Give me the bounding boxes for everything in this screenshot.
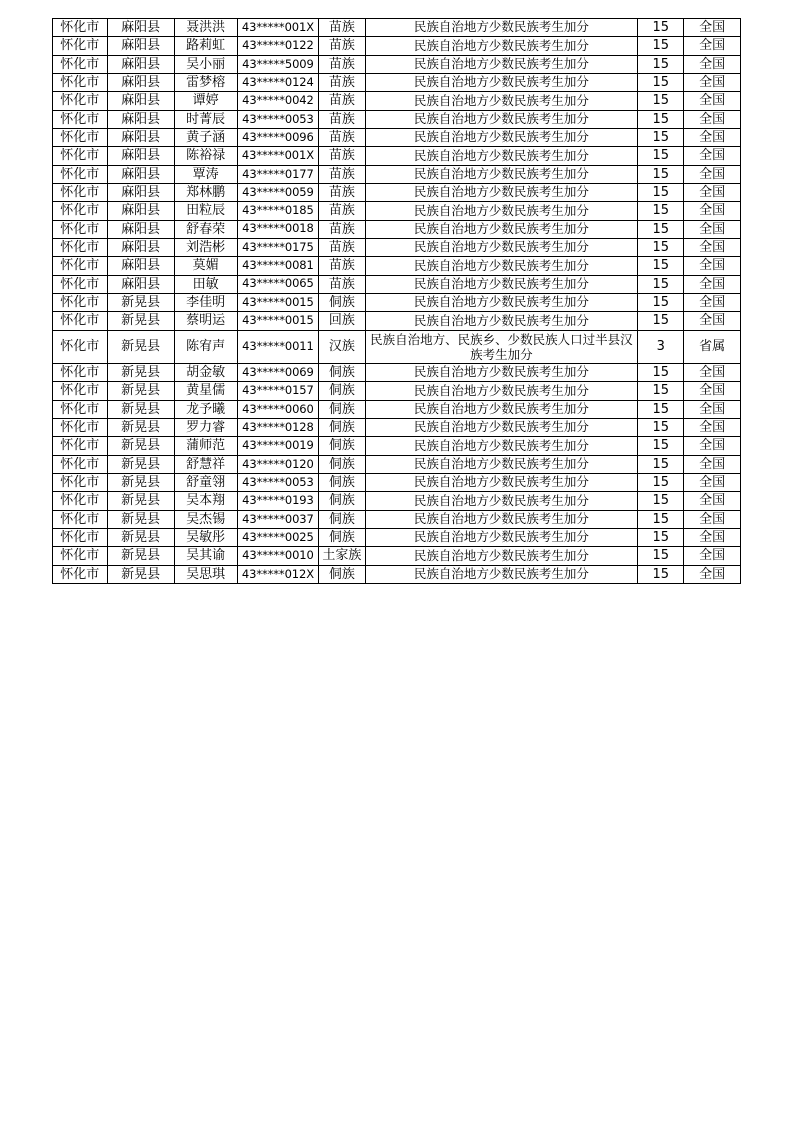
cell-scope: 全国: [684, 183, 741, 201]
cell-county: 新晃县: [107, 330, 174, 364]
table-row: [53, 510, 741, 528]
cell-name: 李佳明: [174, 293, 237, 311]
cell-county: 麻阳县: [107, 238, 174, 256]
cell-ethnic: 侗族: [319, 529, 365, 547]
cell-scope: 全国: [684, 382, 741, 400]
cell-name: 聂洪洪: [174, 19, 237, 37]
cell-county: 新晃县: [107, 293, 174, 311]
cell-ethnic: 苗族: [319, 238, 365, 256]
cell-city: 怀化市: [53, 202, 108, 220]
cell-name: 陈宥声: [174, 330, 237, 364]
table-row: [53, 312, 741, 330]
cell-county: 麻阳县: [107, 92, 174, 110]
cell-id: 43*****0177: [237, 165, 319, 183]
cell-reason: 民族自治地方少数民族考生加分: [365, 419, 638, 437]
cell-county: 麻阳县: [107, 202, 174, 220]
cell-reason: 民族自治地方少数民族考生加分: [365, 238, 638, 256]
cell-id: 43*****0124: [237, 73, 319, 91]
cell-scope: 全国: [684, 437, 741, 455]
cell-county: 新晃县: [107, 455, 174, 473]
cell-scope: 全国: [684, 202, 741, 220]
cell-scope: 全国: [684, 37, 741, 55]
table-row: [53, 165, 741, 183]
table-row: [53, 437, 741, 455]
cell-name: 田粒辰: [174, 202, 237, 220]
cell-ethnic: 苗族: [319, 128, 365, 146]
cell-name: 舒慧祥: [174, 455, 237, 473]
cell-scope: 全国: [684, 474, 741, 492]
cell-id: 43*****0010: [237, 547, 319, 565]
cell-id: 43*****0042: [237, 92, 319, 110]
cell-county: 麻阳县: [107, 110, 174, 128]
cell-county: 新晃县: [107, 529, 174, 547]
cell-county: 新晃县: [107, 364, 174, 382]
cell-ethnic: 苗族: [319, 165, 365, 183]
cell-ethnic: 苗族: [319, 92, 365, 110]
cell-reason: 民族自治地方少数民族考生加分: [365, 510, 638, 528]
cell-name: 吴其谕: [174, 547, 237, 565]
table-row: [53, 400, 741, 418]
cell-name: 黄星儒: [174, 382, 237, 400]
table-row: [53, 257, 741, 275]
cell-city: 怀化市: [53, 73, 108, 91]
cell-name: 刘浩彬: [174, 238, 237, 256]
cell-score: 15: [638, 400, 684, 418]
cell-name: 吴本翔: [174, 492, 237, 510]
cell-name: 舒童翎: [174, 474, 237, 492]
cell-id: 43*****0019: [237, 437, 319, 455]
table-row: [53, 364, 741, 382]
cell-id: 43*****0059: [237, 183, 319, 201]
cell-score: 15: [638, 474, 684, 492]
table-row: [53, 55, 741, 73]
cell-scope: 全国: [684, 128, 741, 146]
cell-id: 43*****0120: [237, 455, 319, 473]
cell-reason: 民族自治地方少数民族考生加分: [365, 55, 638, 73]
cell-ethnic: 汉族: [319, 330, 365, 364]
table-row: [53, 220, 741, 238]
cell-county: 新晃县: [107, 382, 174, 400]
cell-id: 43*****0175: [237, 238, 319, 256]
cell-id: 43*****001X: [237, 147, 319, 165]
cell-county: 新晃县: [107, 419, 174, 437]
cell-reason: 民族自治地方少数民族考生加分: [365, 110, 638, 128]
cell-reason: 民族自治地方少数民族考生加分: [365, 73, 638, 91]
cell-city: 怀化市: [53, 238, 108, 256]
cell-city: 怀化市: [53, 128, 108, 146]
cell-scope: 全国: [684, 19, 741, 37]
cell-city: 怀化市: [53, 37, 108, 55]
cell-score: 15: [638, 202, 684, 220]
cell-id: 43*****0185: [237, 202, 319, 220]
cell-county: 麻阳县: [107, 165, 174, 183]
cell-scope: 全国: [684, 364, 741, 382]
cell-ethnic: 苗族: [319, 110, 365, 128]
cell-scope: 省属: [684, 330, 741, 364]
cell-score: 15: [638, 547, 684, 565]
table-row: [53, 474, 741, 492]
cell-ethnic: 侗族: [319, 419, 365, 437]
cell-scope: 全国: [684, 565, 741, 583]
cell-id: 43*****0096: [237, 128, 319, 146]
cell-score: 15: [638, 293, 684, 311]
cell-scope: 全国: [684, 510, 741, 528]
cell-ethnic: 侗族: [319, 293, 365, 311]
table-row: [53, 37, 741, 55]
cell-ethnic: 侗族: [319, 492, 365, 510]
cell-scope: 全国: [684, 293, 741, 311]
cell-name: 吴思琪: [174, 565, 237, 583]
cell-score: 3: [638, 330, 684, 364]
cell-name: 谭婷: [174, 92, 237, 110]
table-row: [53, 565, 741, 583]
cell-county: 麻阳县: [107, 257, 174, 275]
cell-scope: 全国: [684, 492, 741, 510]
cell-city: 怀化市: [53, 293, 108, 311]
table-row: [53, 529, 741, 547]
cell-reason: 民族自治地方少数民族考生加分: [365, 400, 638, 418]
cell-id: 43*****0065: [237, 275, 319, 293]
cell-score: 15: [638, 147, 684, 165]
cell-name: 胡金敏: [174, 364, 237, 382]
cell-ethnic: 侗族: [319, 400, 365, 418]
cell-ethnic: 苗族: [319, 37, 365, 55]
cell-city: 怀化市: [53, 455, 108, 473]
cell-county: 新晃县: [107, 312, 174, 330]
cell-county: 新晃县: [107, 437, 174, 455]
cell-scope: 全国: [684, 220, 741, 238]
cell-reason: 民族自治地方少数民族考生加分: [365, 202, 638, 220]
cell-county: 新晃县: [107, 547, 174, 565]
cell-id: 43*****0015: [237, 293, 319, 311]
table-body: [53, 19, 741, 584]
cell-score: 15: [638, 364, 684, 382]
cell-ethnic: 苗族: [319, 183, 365, 201]
cell-reason: 民族自治地方少数民族考生加分: [365, 455, 638, 473]
cell-id: 43*****0193: [237, 492, 319, 510]
cell-county: 新晃县: [107, 400, 174, 418]
cell-id: 43*****001X: [237, 19, 319, 37]
cell-score: 15: [638, 257, 684, 275]
cell-city: 怀化市: [53, 419, 108, 437]
cell-score: 15: [638, 312, 684, 330]
cell-score: 15: [638, 382, 684, 400]
cell-id: 43*****0069: [237, 364, 319, 382]
cell-reason: 民族自治地方少数民族考生加分: [365, 474, 638, 492]
table-row: [53, 275, 741, 293]
cell-reason: 民族自治地方少数民族考生加分: [365, 19, 638, 37]
cell-scope: 全国: [684, 547, 741, 565]
cell-ethnic: 侗族: [319, 437, 365, 455]
cell-city: 怀化市: [53, 312, 108, 330]
cell-id: 43*****0015: [237, 312, 319, 330]
cell-city: 怀化市: [53, 165, 108, 183]
cell-score: 15: [638, 529, 684, 547]
table-row: [53, 419, 741, 437]
cell-name: 吴小丽: [174, 55, 237, 73]
cell-reason: 民族自治地方少数民族考生加分: [365, 257, 638, 275]
cell-county: 麻阳县: [107, 19, 174, 37]
cell-name: 田敏: [174, 275, 237, 293]
table-row: [53, 547, 741, 565]
cell-ethnic: 苗族: [319, 19, 365, 37]
cell-county: 麻阳县: [107, 147, 174, 165]
cell-score: 15: [638, 110, 684, 128]
cell-ethnic: 回族: [319, 312, 365, 330]
cell-county: 新晃县: [107, 474, 174, 492]
cell-reason: 民族自治地方少数民族考生加分: [365, 437, 638, 455]
cell-name: 覃涛: [174, 165, 237, 183]
cell-score: 15: [638, 437, 684, 455]
cell-score: 15: [638, 19, 684, 37]
cell-city: 怀化市: [53, 400, 108, 418]
table-row: [53, 110, 741, 128]
cell-city: 怀化市: [53, 529, 108, 547]
cell-scope: 全国: [684, 419, 741, 437]
table-row: [53, 330, 741, 364]
cell-score: 15: [638, 55, 684, 73]
table-row: [53, 128, 741, 146]
cell-ethnic: 侗族: [319, 565, 365, 583]
cell-reason: 民族自治地方少数民族考生加分: [365, 220, 638, 238]
cell-ethnic: 苗族: [319, 147, 365, 165]
cell-reason: 民族自治地方少数民族考生加分: [365, 312, 638, 330]
table-row: [53, 293, 741, 311]
cell-ethnic: 侗族: [319, 364, 365, 382]
cell-name: 郑林鹏: [174, 183, 237, 201]
cell-city: 怀化市: [53, 510, 108, 528]
cell-name: 蔡明运: [174, 312, 237, 330]
cell-reason: 民族自治地方少数民族考生加分: [365, 565, 638, 583]
cell-reason: 民族自治地方少数民族考生加分: [365, 492, 638, 510]
cell-score: 15: [638, 565, 684, 583]
cell-scope: 全国: [684, 238, 741, 256]
cell-city: 怀化市: [53, 92, 108, 110]
cell-city: 怀化市: [53, 110, 108, 128]
cell-score: 15: [638, 275, 684, 293]
cell-ethnic: 侗族: [319, 382, 365, 400]
cell-reason: 民族自治地方、民族乡、少数民族人口过半县汉族考生加分: [365, 330, 638, 364]
cell-reason: 民族自治地方少数民族考生加分: [365, 92, 638, 110]
table-row: [53, 19, 741, 37]
cell-ethnic: 侗族: [319, 455, 365, 473]
cell-name: 舒春荣: [174, 220, 237, 238]
table-row: [53, 455, 741, 473]
bonus-points-table: [52, 18, 741, 584]
cell-scope: 全国: [684, 92, 741, 110]
cell-scope: 全国: [684, 257, 741, 275]
cell-ethnic: 苗族: [319, 202, 365, 220]
cell-score: 15: [638, 220, 684, 238]
cell-county: 麻阳县: [107, 55, 174, 73]
cell-name: 吴敏彤: [174, 529, 237, 547]
cell-ethnic: 苗族: [319, 257, 365, 275]
cell-id: 43*****0053: [237, 474, 319, 492]
cell-city: 怀化市: [53, 565, 108, 583]
cell-id: 43*****0122: [237, 37, 319, 55]
cell-name: 陈裕禄: [174, 147, 237, 165]
cell-city: 怀化市: [53, 437, 108, 455]
cell-county: 麻阳县: [107, 73, 174, 91]
cell-reason: 民族自治地方少数民族考生加分: [365, 183, 638, 201]
cell-name: 莫媚: [174, 257, 237, 275]
cell-ethnic: 侗族: [319, 510, 365, 528]
cell-name: 蒲师范: [174, 437, 237, 455]
cell-city: 怀化市: [53, 330, 108, 364]
table-row: [53, 92, 741, 110]
cell-county: 新晃县: [107, 565, 174, 583]
cell-scope: 全国: [684, 165, 741, 183]
cell-reason: 民族自治地方少数民族考生加分: [365, 37, 638, 55]
cell-city: 怀化市: [53, 492, 108, 510]
cell-scope: 全国: [684, 55, 741, 73]
cell-reason: 民族自治地方少数民族考生加分: [365, 529, 638, 547]
cell-scope: 全国: [684, 529, 741, 547]
cell-city: 怀化市: [53, 147, 108, 165]
cell-county: 麻阳县: [107, 128, 174, 146]
cell-scope: 全国: [684, 312, 741, 330]
cell-scope: 全国: [684, 455, 741, 473]
cell-county: 麻阳县: [107, 275, 174, 293]
cell-score: 15: [638, 510, 684, 528]
cell-scope: 全国: [684, 73, 741, 91]
cell-score: 15: [638, 238, 684, 256]
cell-ethnic: 土家族: [319, 547, 365, 565]
cell-reason: 民族自治地方少数民族考生加分: [365, 382, 638, 400]
cell-city: 怀化市: [53, 19, 108, 37]
cell-ethnic: 苗族: [319, 73, 365, 91]
table-row: [53, 183, 741, 201]
table-row: [53, 492, 741, 510]
cell-reason: 民族自治地方少数民族考生加分: [365, 147, 638, 165]
cell-score: 15: [638, 183, 684, 201]
cell-county: 新晃县: [107, 492, 174, 510]
cell-score: 15: [638, 419, 684, 437]
cell-name: 时菁辰: [174, 110, 237, 128]
cell-id: 43*****0128: [237, 419, 319, 437]
cell-ethnic: 苗族: [319, 275, 365, 293]
cell-city: 怀化市: [53, 474, 108, 492]
cell-score: 15: [638, 73, 684, 91]
cell-city: 怀化市: [53, 275, 108, 293]
cell-id: 43*****0025: [237, 529, 319, 547]
cell-id: 43*****0018: [237, 220, 319, 238]
cell-county: 麻阳县: [107, 183, 174, 201]
cell-scope: 全国: [684, 147, 741, 165]
cell-id: 43*****0037: [237, 510, 319, 528]
cell-score: 15: [638, 92, 684, 110]
cell-score: 15: [638, 455, 684, 473]
cell-score: 15: [638, 492, 684, 510]
cell-reason: 民族自治地方少数民族考生加分: [365, 293, 638, 311]
cell-id: 43*****012X: [237, 565, 319, 583]
cell-city: 怀化市: [53, 257, 108, 275]
cell-reason: 民族自治地方少数民族考生加分: [365, 364, 638, 382]
cell-reason: 民族自治地方少数民族考生加分: [365, 275, 638, 293]
cell-city: 怀化市: [53, 382, 108, 400]
table-row: [53, 382, 741, 400]
cell-city: 怀化市: [53, 55, 108, 73]
cell-id: 43*****0060: [237, 400, 319, 418]
cell-city: 怀化市: [53, 547, 108, 565]
cell-reason: 民族自治地方少数民族考生加分: [365, 547, 638, 565]
cell-score: 15: [638, 128, 684, 146]
cell-city: 怀化市: [53, 220, 108, 238]
cell-city: 怀化市: [53, 364, 108, 382]
cell-city: 怀化市: [53, 183, 108, 201]
cell-scope: 全国: [684, 275, 741, 293]
cell-id: 43*****0053: [237, 110, 319, 128]
cell-ethnic: 苗族: [319, 220, 365, 238]
cell-name: 罗力睿: [174, 419, 237, 437]
cell-ethnic: 苗族: [319, 55, 365, 73]
table-row: [53, 238, 741, 256]
cell-name: 龙予曦: [174, 400, 237, 418]
cell-id: 43*****0081: [237, 257, 319, 275]
cell-score: 15: [638, 165, 684, 183]
table-row: [53, 73, 741, 91]
cell-reason: 民族自治地方少数民族考生加分: [365, 128, 638, 146]
table-row: [53, 147, 741, 165]
cell-id: 43*****0157: [237, 382, 319, 400]
cell-county: 新晃县: [107, 510, 174, 528]
cell-name: 吴杰锡: [174, 510, 237, 528]
cell-reason: 民族自治地方少数民族考生加分: [365, 165, 638, 183]
cell-name: 雷梦榕: [174, 73, 237, 91]
table-row: [53, 202, 741, 220]
cell-id: 43*****0011: [237, 330, 319, 364]
cell-scope: 全国: [684, 400, 741, 418]
cell-name: 路莉虹: [174, 37, 237, 55]
cell-id: 43*****5009: [237, 55, 319, 73]
cell-ethnic: 侗族: [319, 474, 365, 492]
cell-county: 麻阳县: [107, 37, 174, 55]
cell-score: 15: [638, 37, 684, 55]
cell-scope: 全国: [684, 110, 741, 128]
cell-name: 黄子涵: [174, 128, 237, 146]
cell-county: 麻阳县: [107, 220, 174, 238]
